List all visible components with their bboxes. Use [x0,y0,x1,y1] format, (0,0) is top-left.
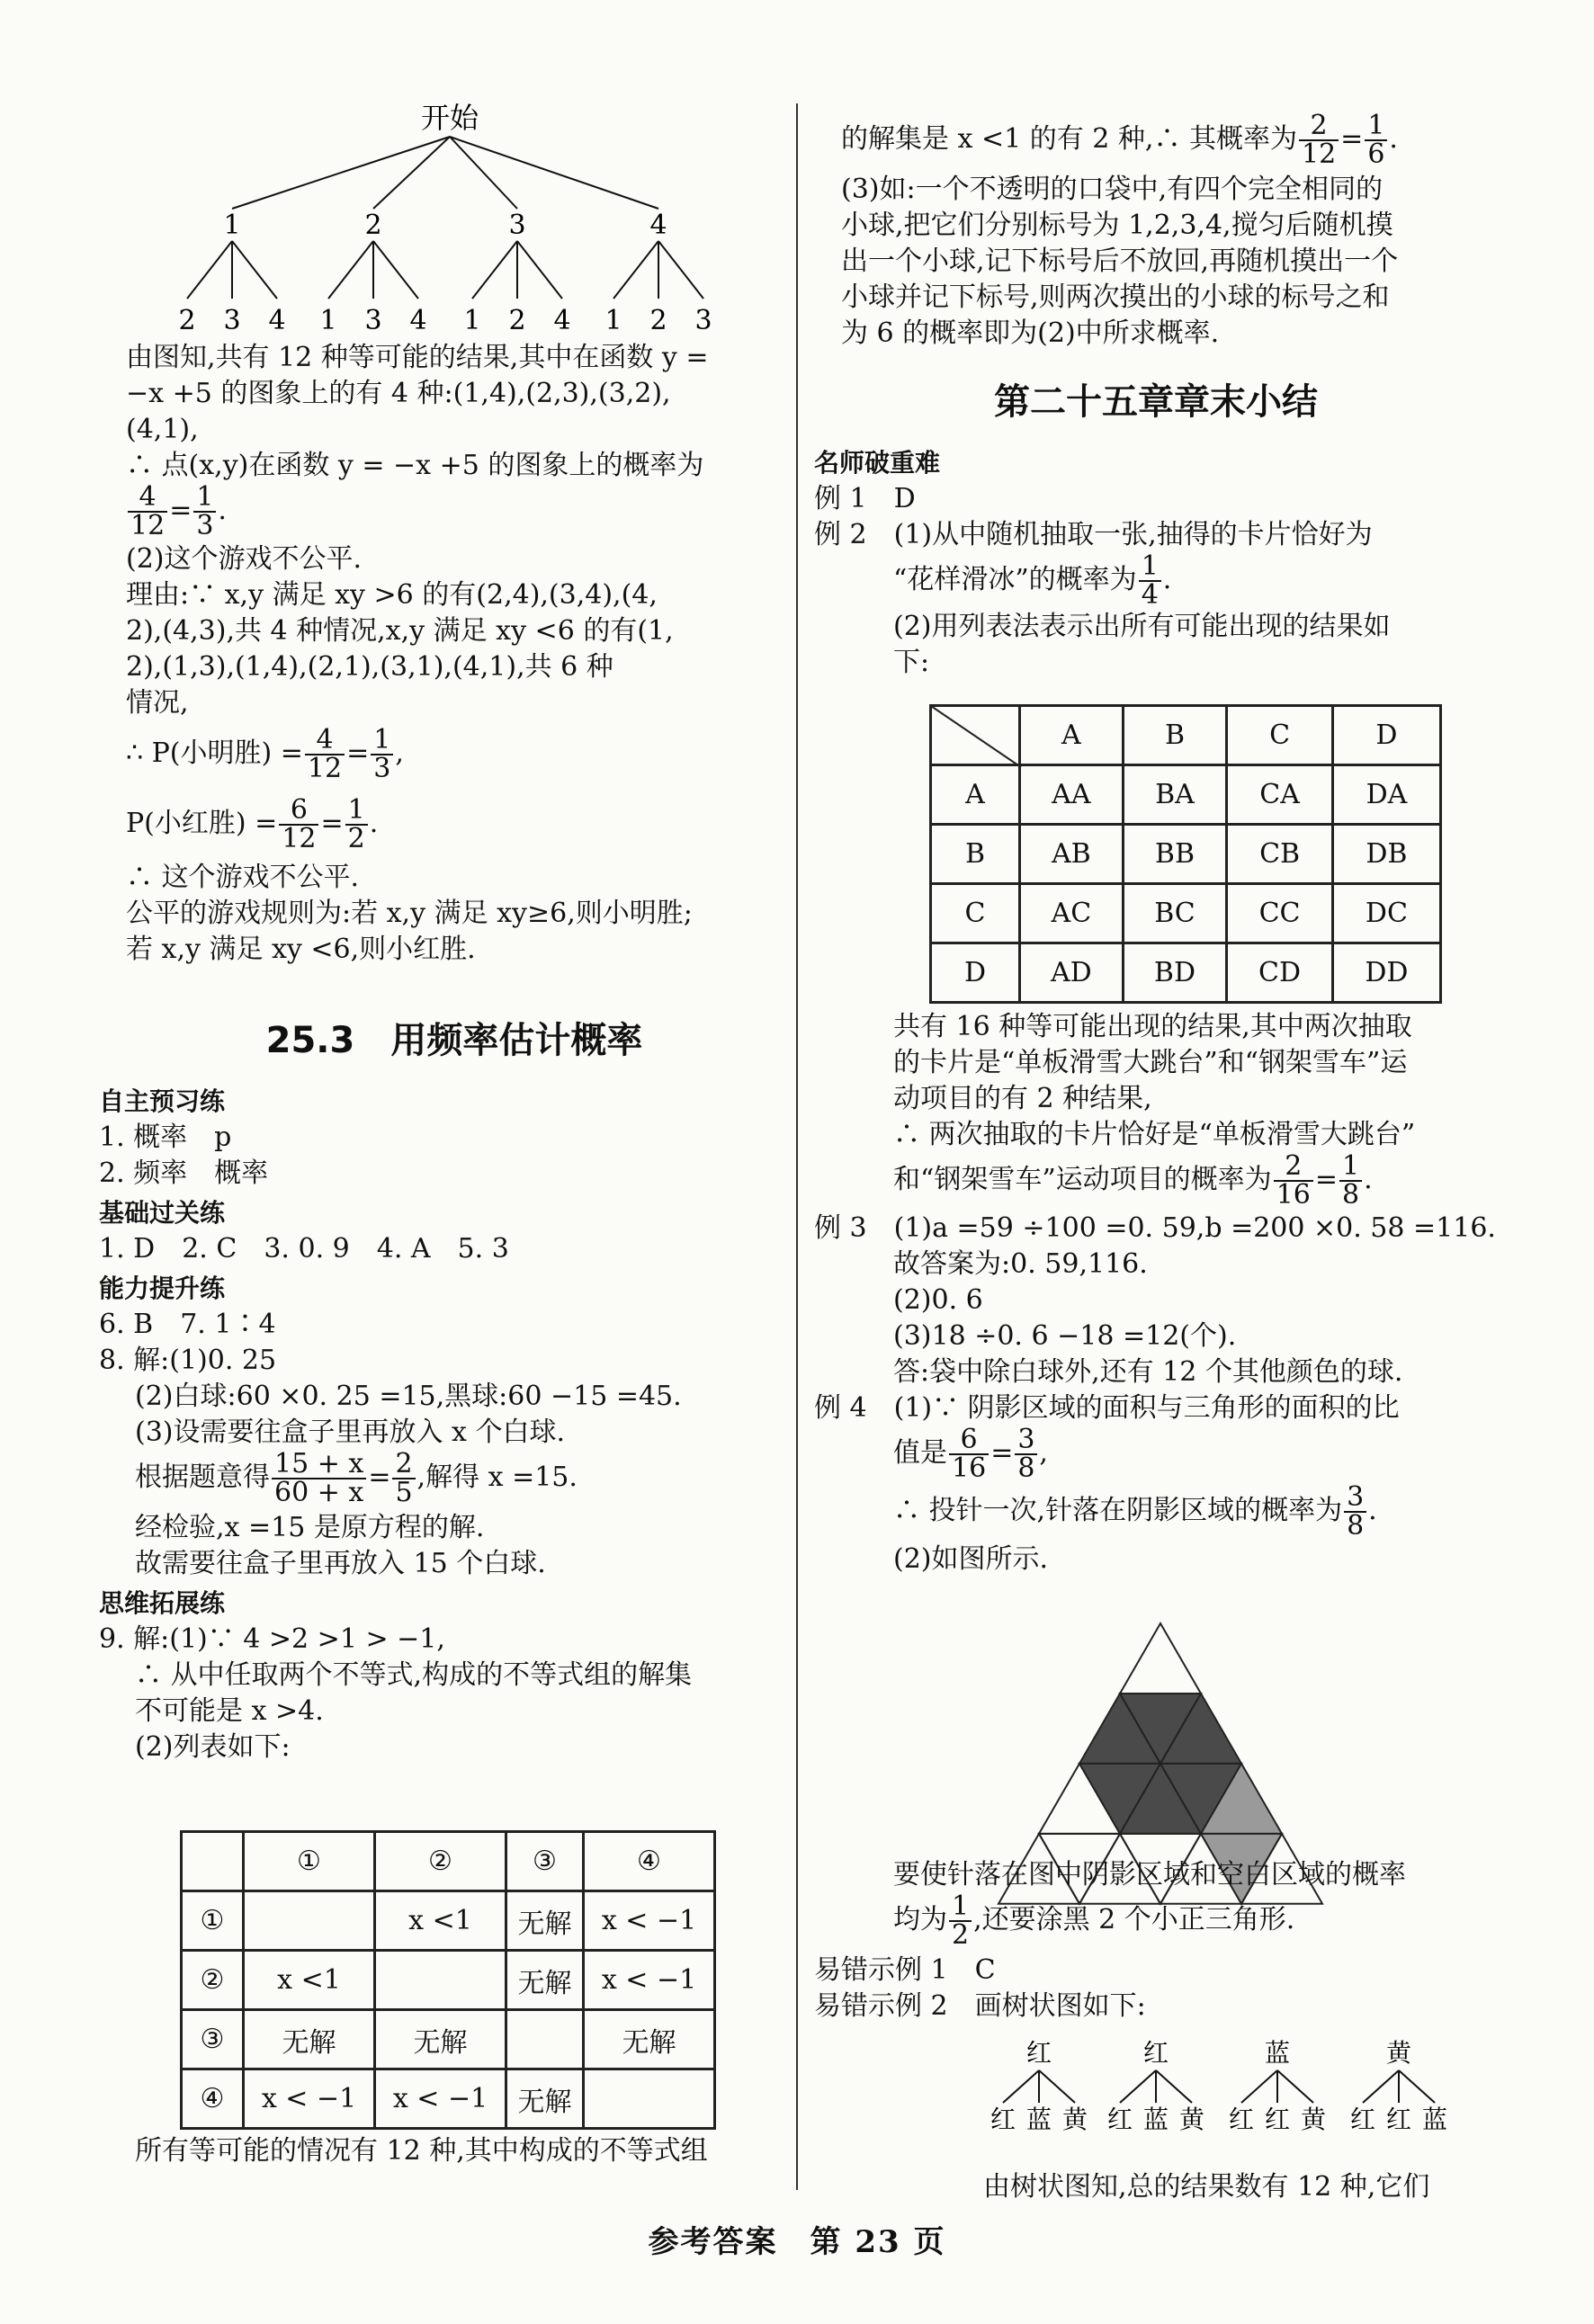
text-line: 情况, [126,687,189,719]
tree-node: 黄 [1385,2038,1412,2068]
answer-line: 9. 解:(1)∵ 4 >2 >1 > −1, [99,1623,445,1655]
fraction [949,1890,972,1951]
numerator: 1 [1339,1153,1362,1182]
table-row [931,765,1441,825]
table-cell: ④ [583,1832,714,1891]
probability-result-1 [126,481,783,541]
denominator: 12 [282,823,317,854]
tree-node: 3 [508,210,526,241]
tree-edge [1003,2070,1039,2103]
punct: , [395,737,404,769]
chapter-summary-title: 第二十五章章末小结 [994,381,1318,423]
card-draw-table [929,704,1442,1004]
equation-line [99,1448,783,1510]
tree-leaf: 4 [409,305,427,336]
text-line: 故答案为:0. 59,116. [893,1248,1148,1280]
tree-edge [1156,2070,1192,2103]
label: 值是 [893,1437,947,1469]
text-line: 小球,把它们分别标号为 1,2,3,4,搅匀后随机摸 [841,210,1393,241]
tree-leaf: 3 [364,305,382,336]
table-cell: C [1227,706,1333,765]
numerator: 2 [1299,112,1339,141]
table-cell: x < −1 [244,2069,375,2129]
tree-edge [472,241,517,299]
denominator: 16 [1276,1179,1311,1211]
tree-leaf: 4 [268,305,286,336]
right-column [841,112,1489,352]
label: P(小红胜) = [126,808,278,839]
text-line: ∴ 点(x,y)在函数 y = −x +5 的图象上的概率为 [126,450,704,481]
table-cell: ① [182,1891,244,1951]
table-cell [931,706,1020,765]
table-row [931,884,1441,943]
section-title-25-3: 25.3 用频率估计概率 [265,1020,643,1061]
tree-node: 红 [1025,2038,1052,2068]
fraction [1139,550,1161,611]
tree-leaf: 红 [1228,2105,1255,2134]
table-cell: 无解 [244,2010,375,2069]
column-divider [796,103,798,2190]
tree-leaf: 红 [1385,2105,1412,2134]
tree-leaf: 蓝 [1025,2105,1052,2134]
tree-leaf: 2 [178,305,196,336]
text-line: 为 6 的概率即为(2)中所求概率. [841,317,1220,349]
tree-edge [1039,2070,1075,2103]
tree-edge [1277,2070,1313,2103]
denominator: 8 [1017,1452,1035,1484]
table-cell: A [1020,706,1124,765]
answer-line: 6. B 7. 1∶4 [99,1309,276,1340]
denominator: 12 [130,510,166,541]
table-cell: x <1 [375,1891,506,1951]
page-footer: 参考答案 第 23 页 [648,2224,946,2260]
period: . [1389,123,1398,155]
table-cell: B [931,825,1020,884]
table-cell: 无解 [375,2010,506,2069]
tree-edge [187,241,232,299]
numerator: 1 [949,1893,972,1922]
probability-line [814,1481,1498,1542]
table-cell [506,2010,584,2069]
answer-line: 故需要往盒子里再放入 15 个白球. [135,1548,546,1579]
denominator: 2 [952,1919,970,1951]
table-cell [583,2069,714,2129]
fraction [1365,112,1387,168]
numerator: 3 [1015,1426,1037,1455]
table-cell: 无解 [506,1951,584,2010]
label: ∴ P(小明胜) = [126,737,303,769]
probability-line [814,1426,1498,1484]
answer-line: 不可能是 x >4. [135,1695,324,1727]
table-cell: 无解 [583,2010,714,2069]
example-3: 例 3 (1)a =59 ÷100 =0. 59,b =200 ×0. 58 =116. [814,1212,1496,1244]
answer-line: (3)设需要往盒子里再放入 x 个白球. [135,1417,566,1448]
probability-line [814,1150,1498,1211]
probability-line [814,1890,1498,1953]
answer-line: 经检验,x =15 是原方程的解. [135,1512,485,1543]
tree-edge [613,241,658,299]
text-line: 理由:∵ x,y 满足 xy >6 的有(2,4),(3,4),(4, [126,579,658,611]
equals-sign: = [320,808,344,839]
period: . [1162,564,1172,595]
answer-line: 1. D 2. C 3. 0. 9 4. A 5. 3 [99,1233,509,1265]
heading-basic: 基础过关练 [99,1198,226,1228]
label: 根据题意得 [135,1461,270,1493]
denominator: 6 [1367,139,1385,170]
tree-leaf: 2 [508,305,526,336]
table-cell: AC [1020,884,1124,943]
fraction [193,481,216,541]
text-line: ∴ 两次抽取的卡片恰好是“单板滑雪大跳台” [893,1119,1416,1150]
example-1: 例 1 D [814,483,916,514]
left-column [126,340,783,968]
tree-edge [658,241,703,299]
period: . [1364,1164,1373,1195]
example-4: 例 4 (1)∵ 阴影区域的面积与三角形的面积的比 [814,1392,1400,1424]
tree-leaf: 1 [319,305,337,336]
answer-line: (2)列表如下: [135,1731,291,1763]
numerator: 1 [193,484,216,513]
table-cell [375,1951,506,2010]
tree-root: 开始 [420,101,479,135]
table-row [931,706,1441,765]
fraction [392,1448,415,1508]
tree-branches [990,2038,1447,2134]
tree-edge [1363,2070,1399,2103]
table-cell: BB [1123,825,1227,884]
table-cell [244,1891,375,1951]
text-line: (2)用列表法表示出所有可能出现的结果如 [893,611,1391,642]
reasoning-paragraph-2 [126,541,783,721]
tree-leaf: 2 [649,305,667,336]
tree-node: 蓝 [1264,2038,1291,2068]
denominator: 3 [196,510,214,541]
fraction [345,794,368,854]
table-cell: CD [1227,943,1333,1003]
table-cell: BC [1123,884,1227,943]
answer-line: 2. 频率 概率 [99,1158,269,1189]
numerator: 1 [1365,112,1387,141]
text-line: 的卡片是“单板滑雪大跳台”和“钢架雪车”运 [893,1047,1408,1078]
tree-node: 2 [364,210,382,241]
tree-edge [517,241,562,299]
fraction [1344,1481,1366,1542]
error-example-2: 易错示例 2 画树状图如下: [814,1990,1146,2022]
text-line: 要使针落在图中阴影区域和空白区域的概率 [893,1859,1406,1890]
inequality-table [180,1830,716,2130]
table-cell: DB [1332,825,1440,884]
tree-leaf: 黄 [1178,2105,1205,2134]
text-line: 动项目的有 2 种结果, [893,1083,1152,1114]
label: “花样滑冰”的概率为 [893,564,1137,595]
heading-ability: 能力提升练 [99,1274,226,1303]
tree-leaf: 黄 [1061,2105,1088,2134]
table-cell: x <1 [244,1951,375,2010]
equals-sign: = [990,1437,1014,1469]
tree-node: 1 [223,210,241,241]
numerator: 1 [1139,553,1161,582]
answer-line: 所有等可能的情况有 12 种,其中构成的不等式组 [135,2135,708,2167]
table-cell: BD [1123,943,1227,1003]
text-line: (2)这个游戏不公平. [126,543,363,575]
denominator: 8 [1347,1510,1365,1542]
period: . [218,495,227,526]
table-cell: x < −1 [583,1891,714,1951]
fraction [305,724,345,784]
probability-line [841,112,1489,172]
probability-line [814,550,1498,611]
text-line: (4,1), [126,414,199,445]
text-line: (2)0. 6 [893,1284,983,1316]
numerator: 15 + x [272,1451,366,1479]
table-cell: ② [182,1951,244,2010]
denominator: 3 [373,753,391,784]
denominator: 12 [1301,139,1337,170]
heading-thinking: 思维拓展练 [99,1588,226,1618]
label: 和“钢架雪车”运动项目的概率为 [893,1164,1272,1195]
heading-master: 名师破重难 [814,448,941,478]
tree-leaf: 红 [1106,2105,1133,2134]
tree-leaf: 3 [694,305,712,336]
tree-leaf: 蓝 [1142,2105,1169,2134]
equals-sign: = [368,1461,391,1493]
tree-leaf: 1 [463,305,481,336]
numerator: 4 [128,484,167,513]
denominator: 8 [1342,1179,1360,1211]
reasoning-paragraph-1 [126,340,783,484]
table-cell: 无解 [506,1891,584,1951]
table-cell: C [931,884,1020,943]
tree-leaf: 红 [990,2105,1016,2134]
text-line: 若 x,y 满足 xy <6,则小红胜. [126,934,476,965]
table-cell: AB [1020,825,1124,884]
text-line: 下: [893,647,930,678]
fraction [949,1426,989,1482]
period: . [1368,1495,1377,1526]
solution: ,解得 x =15. [416,1461,578,1493]
tree-edge [1120,2070,1156,2103]
denominator: 2 [347,823,365,854]
tree-edge [450,137,658,209]
right-column-examples-2 [814,1009,1498,1578]
equals-sign: = [346,737,370,769]
tree-leaf: 红 [1349,2105,1376,2134]
table-row [931,943,1441,1003]
table-row [182,1832,715,1891]
table-cell: DD [1332,943,1440,1003]
shaded-triangle-figure [998,1619,1340,1853]
fraction [1015,1426,1037,1482]
denominator: 60 + x [274,1477,364,1508]
tree-node: 4 [649,210,667,241]
text-line: 答:袋中除白球外,还有 12 个其他颜色的球. [893,1356,1403,1388]
equals-sign: = [169,495,193,526]
denominator: 5 [395,1477,413,1508]
up-triangle [1120,1623,1201,1694]
conclusion-paragraph [126,860,783,968]
fraction [272,1448,366,1508]
answer-line: (2)白球:60 ×0. 25 =15,黑球:60 −15 =45. [135,1381,682,1412]
table-cell: x < −1 [583,1951,714,2010]
table-row [931,825,1441,884]
table-row [182,2069,715,2129]
denominator: 12 [307,753,343,784]
table-cell: BA [1123,765,1227,825]
table-cell: ② [375,1832,506,1891]
text-line: 小球并记下标号,则两次摸出的小球的标号之和 [841,282,1390,313]
table-cell: CB [1227,825,1333,884]
numerator: 1 [371,727,393,755]
example-2: 例 2 (1)从中随机抽取一张,抽得的卡片恰好为 [814,519,1373,550]
answer-line: 8. 解:(1)0. 25 [99,1345,277,1376]
tree-edge [1399,2070,1435,2103]
fraction [279,794,318,854]
color-tree-diagram [981,2033,1484,2132]
fraction [1274,1150,1313,1211]
tree-edge [232,137,450,209]
answer-line: 1. 概率 p [99,1122,232,1153]
table-cell: 无解 [506,2069,584,2129]
table-cell: CC [1227,884,1333,943]
table-cell: D [1332,706,1440,765]
label: ∴ 投针一次,针落在阴影区域的概率为 [893,1495,1343,1526]
probability-xiaoming [126,724,783,790]
text-line: 由树状图知,总的结果数有 12 种,它们 [983,2171,1430,2203]
table-cell: AD [1020,943,1124,1003]
text-line: (3)如:一个不透明的口袋中,有四个完全相同的 [841,174,1384,205]
fraction [128,481,167,541]
table-cell: B [1123,706,1227,765]
tree-leaf: 蓝 [1421,2105,1448,2134]
fraction [371,724,393,784]
label: 均为 [893,1904,947,1935]
numerator: 2 [392,1451,415,1479]
numerator: 4 [305,727,345,755]
text-line: 2),(4,3),共 4 种情况,x,y 满足 xy <6 的有(1, [126,615,674,647]
table-cell: AA [1020,765,1124,825]
numerator: 2 [1274,1153,1313,1182]
table-row [182,1891,715,1951]
text-line: 共有 16 种等可能出现的结果,其中两次抽取 [893,1011,1412,1042]
text-line: −x +5 的图象上的有 4 种:(1,4),(2,3),(3,2), [126,378,671,409]
numerator: 6 [949,1426,989,1455]
answer-line: ∴ 从中任取两个不等式,构成的不等式组的解集 [135,1659,693,1691]
tree-node: 红 [1142,2038,1169,2068]
left-column-exercises [99,1084,783,1765]
right-column-examples-3 [814,1857,1498,2025]
tree-leaf: 3 [223,305,241,336]
text-line: (2)如图所示. [893,1543,1049,1575]
tree-edge [328,241,373,299]
probability-tree-diagram [144,90,828,336]
denominator: 4 [1141,579,1159,611]
tree-edge [232,241,277,299]
probability-xiaohong [126,794,783,860]
tree-edge [373,137,450,209]
numerator: 1 [345,797,368,826]
tree-edge [1241,2070,1277,2103]
text-line: 出一个小球,记下标号后不放回,再随机摸出一个 [841,246,1399,277]
label: 的解集是 x <1 的有 2 种,∴ 其概率为 [841,123,1297,155]
equals-sign: = [1314,1164,1339,1195]
table-cell: A [931,765,1020,825]
tree-leaf: 1 [604,305,622,336]
punct: , [1039,1437,1048,1469]
text-line: 公平的游戏规则为:若 x,y 满足 xy≥6,则小明胜; [126,898,693,929]
text-line: 由图知,共有 12 种等可能的结果,其中在函数 y = [126,342,709,373]
table-cell: D [931,943,1020,1003]
table-row [182,2010,715,2069]
numerator: 3 [1344,1484,1366,1513]
numerator: 6 [279,797,318,826]
tree-leaf: 黄 [1300,2105,1327,2134]
fraction [1299,112,1339,168]
equals-sign: = [1340,123,1364,155]
table-cell: DC [1332,884,1440,943]
table-cell: CA [1227,765,1333,825]
right-column-examples [814,445,1498,681]
text-line: 2),(1,3),(1,4),(2,1),(3,1),(4,1),共 6 种 [126,651,613,683]
fraction [1339,1150,1362,1211]
tree-leaf: 4 [553,305,571,336]
table-cell: ③ [182,2010,244,2069]
table-cell: ③ [506,1832,584,1891]
table-cell: DA [1332,765,1440,825]
table-cell: x < −1 [375,2069,506,2129]
table-row [182,1951,715,2010]
table-cell: ① [244,1832,375,1891]
table-cell [182,1832,244,1891]
text-line: ∴ 这个游戏不公平. [126,862,360,893]
tree-branches [178,137,712,336]
heading-preview: 自主预习练 [99,1086,226,1116]
tree-edge [373,241,418,299]
punct: . [369,808,379,839]
denominator: 16 [952,1452,987,1484]
tree-leaf: 红 [1264,2105,1291,2134]
table-cell: ④ [182,2069,244,2129]
text-line: (3)18 ÷0. 6 −18 =12(个). [893,1320,1237,1352]
error-example-1: 易错示例 1 C [814,1954,996,1986]
text: ,还要涂黑 2 个小正三角形. [973,1904,1295,1935]
